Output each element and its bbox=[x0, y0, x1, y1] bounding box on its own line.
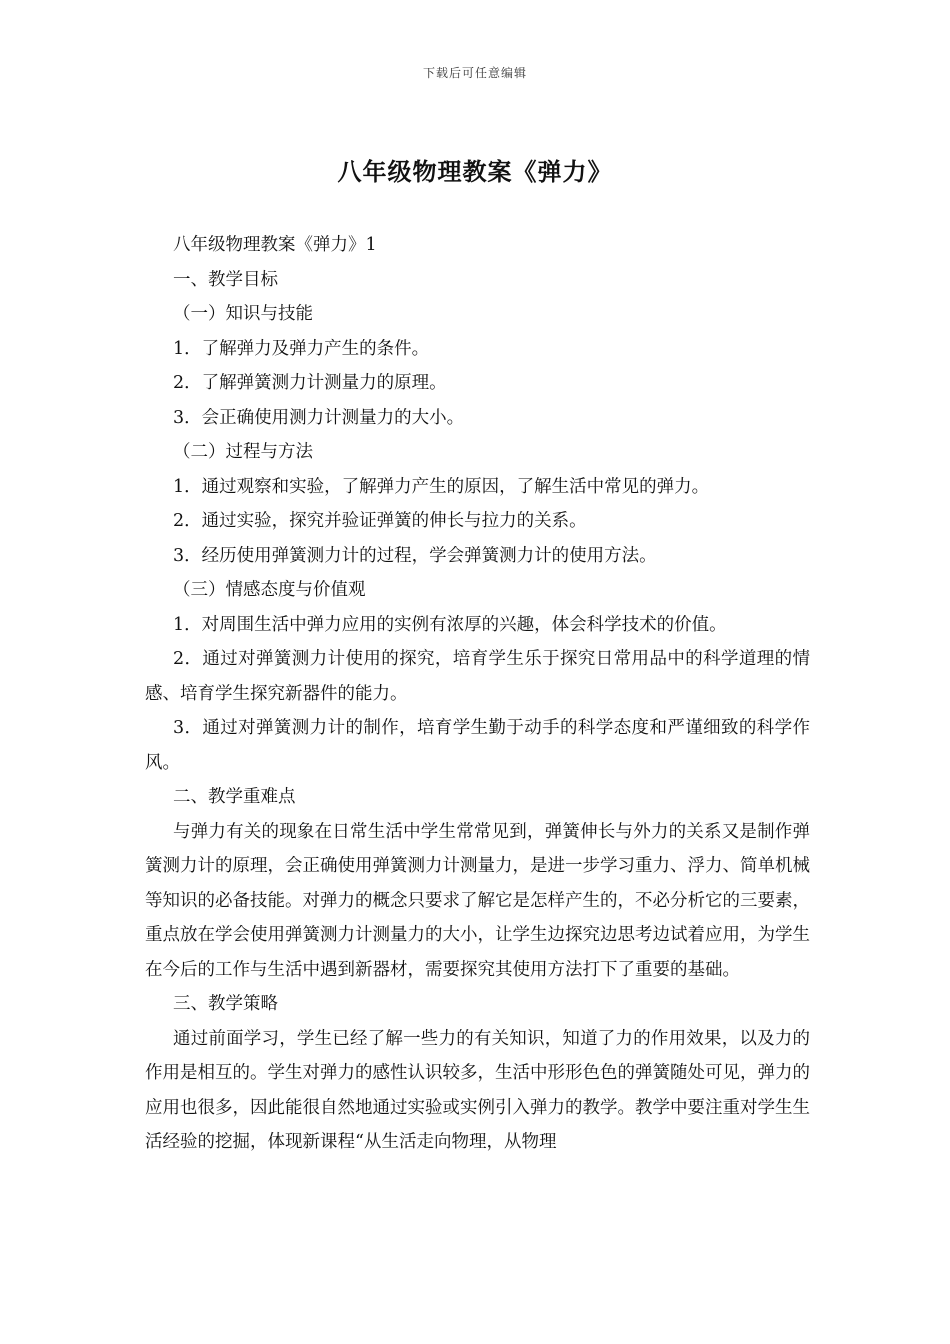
subtitle-paragraph: 八年级物理教案《弹力》1 bbox=[173, 235, 377, 255]
list-item: 2．了解弹簧测力计测量力的原理。 bbox=[173, 373, 447, 393]
section-heading-objectives: 一、教学目标 bbox=[173, 269, 278, 290]
subsection-heading-knowledge: （一）知识与技能 bbox=[173, 304, 313, 324]
document-body bbox=[145, 228, 810, 1160]
list-item: 2．通过实验，探究并验证弹簧的伸长与拉力的关系。 bbox=[173, 511, 587, 531]
body-paragraph: 与弹力有关的现象在日常生活中学生常常见到，弹簧伸长与外力的关系又是制作弹簧测力计的原理，会正确使用弹簧测力计测量力，是进一步学习重力、浮力、简单机械等知识的必备技能。对弹力的概念只要求了解它是怎样产生的，不必分析它的三要素，重点放在学会使用弹簧测力计测量力的大小，让学生边探究边思考边试着应用，为学生在今后的工作与生活中遇到新器材，需要探究其使用方法打下了重要的基础。 bbox=[145, 821, 810, 980]
subsection-heading-attitude: （三）情感态度与价值观 bbox=[173, 580, 366, 600]
list-item: 3．经历使用弹簧测力计的过程，学会弹簧测力计的使用方法。 bbox=[173, 545, 657, 566]
list-item: 3．会正确使用测力计测量力的大小。 bbox=[173, 407, 465, 428]
list-item: 1．对周围生活中弹力应用的实例有浓厚的兴趣，体会科学技术的价值。 bbox=[173, 614, 727, 635]
section-heading-strategy: 三、教学策略 bbox=[173, 994, 278, 1014]
list-item: 3．通过对弹簧测力计的制作，培育学生勤于动手的科学态度和严谨细致的科学作风。 bbox=[145, 718, 810, 773]
section-heading-key-points: 二、教学重难点 bbox=[173, 787, 296, 807]
list-item: 1．了解弹力及弹力产生的条件。 bbox=[173, 338, 430, 359]
body-paragraph: 通过前面学习，学生已经了解一些力的有关知识，知道了力的作用效果，以及力的作用是相互的。学生对弹力的感性认识较多，生活中形形色色的弹簧随处可见，弹力的应用也很多，因此能很自然地通过实验或实例引入弹力的教学。教学中要注重对学生生活经验的挖掘，体现新课程“从生活走向物理，从物理 bbox=[145, 1028, 810, 1152]
page-header: 下载后可任意编辑 bbox=[422, 66, 527, 80]
list-item: 1．通过观察和实验，了解弹力产生的原因，了解生活中常见的弹力。 bbox=[173, 476, 710, 497]
list-item: 2．通过对弹簧测力计使用的探究，培育学生乐于探究日常用品中的科学道理的情感、培育学生探究新器件的能力。 bbox=[145, 649, 810, 704]
subsection-heading-process: （二）过程与方法 bbox=[173, 442, 313, 462]
document-title: 八年级物理教案《弹力》 bbox=[337, 157, 613, 186]
